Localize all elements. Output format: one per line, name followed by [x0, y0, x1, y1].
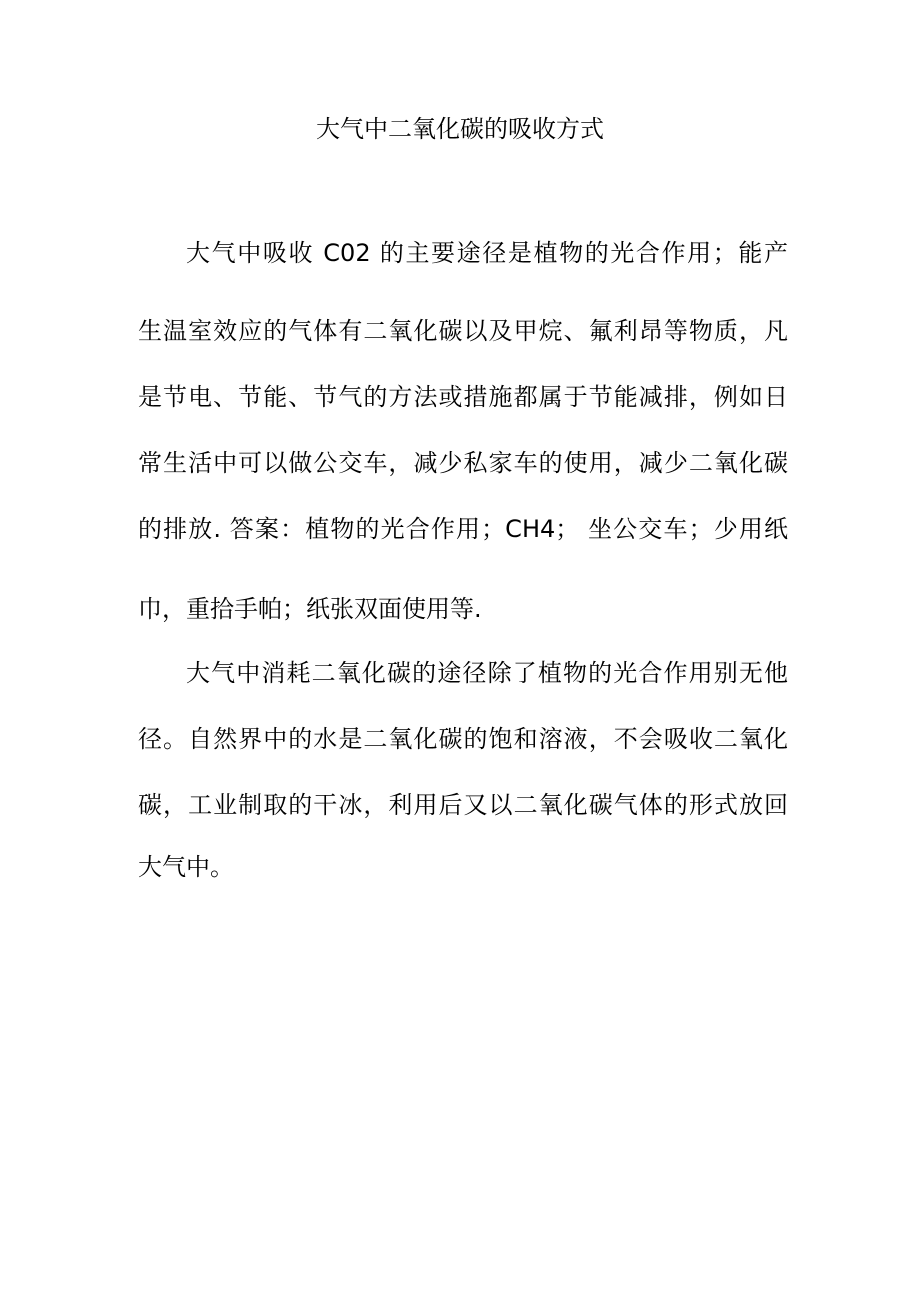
paragraph-line: 大气中吸收 C02 的主要途径是植物的光合作用；能产 — [186, 239, 788, 267]
paragraph-line: 生温室效应的气体有二氧化碳以及甲烷、氟利昂等物质，凡 — [138, 317, 788, 345]
paragraph-line: 的排放. 答案：植物的光合作用；CH4； 坐公交车；少用纸 — [138, 515, 788, 543]
paragraph-line: 常生活中可以做公交车，减少私家车的使用，减少二氧化碳 — [138, 449, 788, 477]
document-title: 大气中二氧化碳的吸收方式 — [316, 115, 604, 143]
paragraph-line: 大气中消耗二氧化碳的途径除了植物的光合作用别无他 — [186, 659, 788, 687]
paragraph-line: 是节电、节能、节气的方法或措施都属于节能减排，例如日 — [138, 383, 788, 411]
paragraph-line: 碳，工业制取的干冰，利用后又以二氧化碳气体的形式放回 — [138, 791, 788, 819]
paragraph-line: 巾，重拾手帕；纸张双面使用等. — [138, 595, 482, 623]
paragraph-line: 径。自然界中的水是二氧化碳的饱和溶液，不会吸收二氧化 — [138, 725, 788, 753]
paragraph-line: 大气中。 — [138, 853, 234, 881]
